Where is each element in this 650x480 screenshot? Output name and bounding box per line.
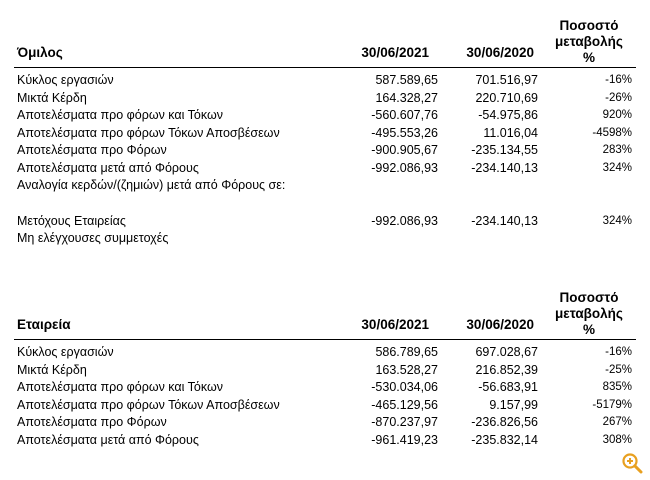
group-attribution-rows — [14, 213, 636, 248]
row-label: Αποτελέσματα προ Φόρων — [17, 415, 167, 429]
row-label: Αποτελέσματα προ φόρων Τόκων Αποσβέσεων — [17, 397, 280, 412]
value-2021: -900.905,67 — [371, 143, 438, 157]
table-row — [14, 344, 636, 362]
row-label: Αποτελέσματα μετά από Φόρους — [17, 160, 199, 175]
group-header-divider — [14, 67, 636, 68]
table-row — [14, 142, 636, 160]
group-col-2021: 30/06/2021 — [361, 45, 429, 60]
table-row — [14, 230, 636, 248]
value-change: -4598% — [592, 126, 632, 139]
value-2020: -235.134,55 — [471, 143, 538, 157]
company-table-header — [14, 282, 636, 344]
company-col-2020: 30/06/2020 — [466, 317, 534, 332]
table-row — [14, 160, 636, 178]
value-2021: -870.237,97 — [371, 415, 438, 429]
row-label: Κύκλος εργασιών — [17, 345, 114, 359]
row-label: Μικτά Κέρδη — [17, 362, 87, 377]
table-row — [14, 177, 636, 195]
group-table-header — [14, 10, 636, 72]
value-2020: 220.710,69 — [475, 90, 538, 105]
table-row — [14, 72, 636, 90]
value-change: -25% — [605, 363, 632, 376]
group-spacer — [14, 195, 636, 213]
row-label: Αποτελέσματα μετά από Φόρους — [17, 432, 199, 447]
value-2021: -560.607,76 — [371, 108, 438, 122]
group-table — [14, 10, 636, 248]
value-2020: 11.016,04 — [483, 125, 538, 140]
zoom-in-icon[interactable] — [620, 451, 644, 475]
group-table-body — [14, 72, 636, 195]
row-label: Μετόχους Εταιρείας — [17, 213, 126, 228]
value-2021: -961.419,23 — [371, 432, 438, 447]
value-change: 920% — [602, 109, 632, 121]
company-col-2021: 30/06/2021 — [361, 317, 429, 332]
row-label: Μικτά Κέρδη — [17, 90, 87, 105]
table-row — [14, 125, 636, 143]
value-2021: 586.789,65 — [375, 345, 438, 359]
value-2020: 701.516,97 — [475, 73, 538, 87]
value-change: 835% — [602, 381, 632, 393]
value-2020: 697.028,67 — [475, 345, 538, 359]
table-row — [14, 362, 636, 380]
value-2020: -235.832,14 — [471, 432, 538, 447]
company-table-body — [14, 344, 636, 449]
value-2020: -56.683,91 — [478, 380, 538, 394]
row-label: Μη ελέγχουσες συμμετοχές — [17, 231, 169, 245]
row-label: Αποτελέσματα προ Φόρων — [17, 143, 167, 157]
table-row — [14, 414, 636, 432]
group-table-title: Όμιλος — [17, 45, 63, 60]
value-change: -5179% — [592, 398, 632, 411]
value-2020: -234.140,13 — [471, 160, 538, 175]
row-label: Αποτελέσματα προ φόρων και Τόκων — [17, 108, 223, 122]
company-table — [14, 282, 636, 449]
value-2021: -992.086,93 — [371, 160, 438, 175]
value-2021: -530.034,06 — [371, 380, 438, 394]
value-2020: 9.157,99 — [489, 397, 538, 412]
company-header-divider — [14, 339, 636, 340]
value-change: -16% — [605, 74, 632, 86]
value-change: -26% — [605, 91, 632, 104]
table-row — [14, 432, 636, 450]
group-col-change: Ποσοστό μεταβολής % — [555, 18, 623, 65]
row-label: Αποτελέσματα προ φόρων και Τόκων — [17, 380, 223, 394]
value-2021: -992.086,93 — [371, 213, 438, 228]
value-2021: 587.589,65 — [375, 73, 438, 87]
company-table-title: Εταιρεία — [17, 317, 71, 332]
table-row — [14, 379, 636, 397]
table-row — [14, 107, 636, 125]
value-change: 283% — [602, 144, 632, 156]
table-row — [14, 213, 636, 231]
value-2021: 163.528,27 — [375, 362, 438, 377]
value-change: 324% — [602, 214, 632, 227]
value-change: -16% — [605, 346, 632, 358]
zoom-in-icon-graphic — [620, 451, 644, 475]
company-col-change: Ποσοστό μεταβολής % — [555, 290, 623, 337]
value-change: 324% — [602, 161, 632, 174]
value-2021: 164.328,27 — [375, 90, 438, 105]
value-2020: -236.826,56 — [471, 415, 538, 429]
value-2020: -234.140,13 — [471, 213, 538, 228]
table-row — [14, 397, 636, 415]
value-2020: -54.975,86 — [478, 108, 538, 122]
value-2021: -495.553,26 — [371, 125, 438, 140]
group-col-2020: 30/06/2020 — [466, 45, 534, 60]
table-row — [14, 90, 636, 108]
value-2021: -465.129,56 — [371, 397, 438, 412]
row-label: Κύκλος εργασιών — [17, 73, 114, 87]
value-change: 308% — [602, 433, 632, 446]
row-label: Αποτελέσματα προ φόρων Τόκων Αποσβέσεων — [17, 125, 280, 140]
value-2020: 216.852,39 — [475, 362, 538, 377]
row-label: Αναλογία κερδών/(ζημιών) μετά από Φόρους σε: — [17, 178, 286, 192]
value-change: 267% — [602, 416, 632, 428]
